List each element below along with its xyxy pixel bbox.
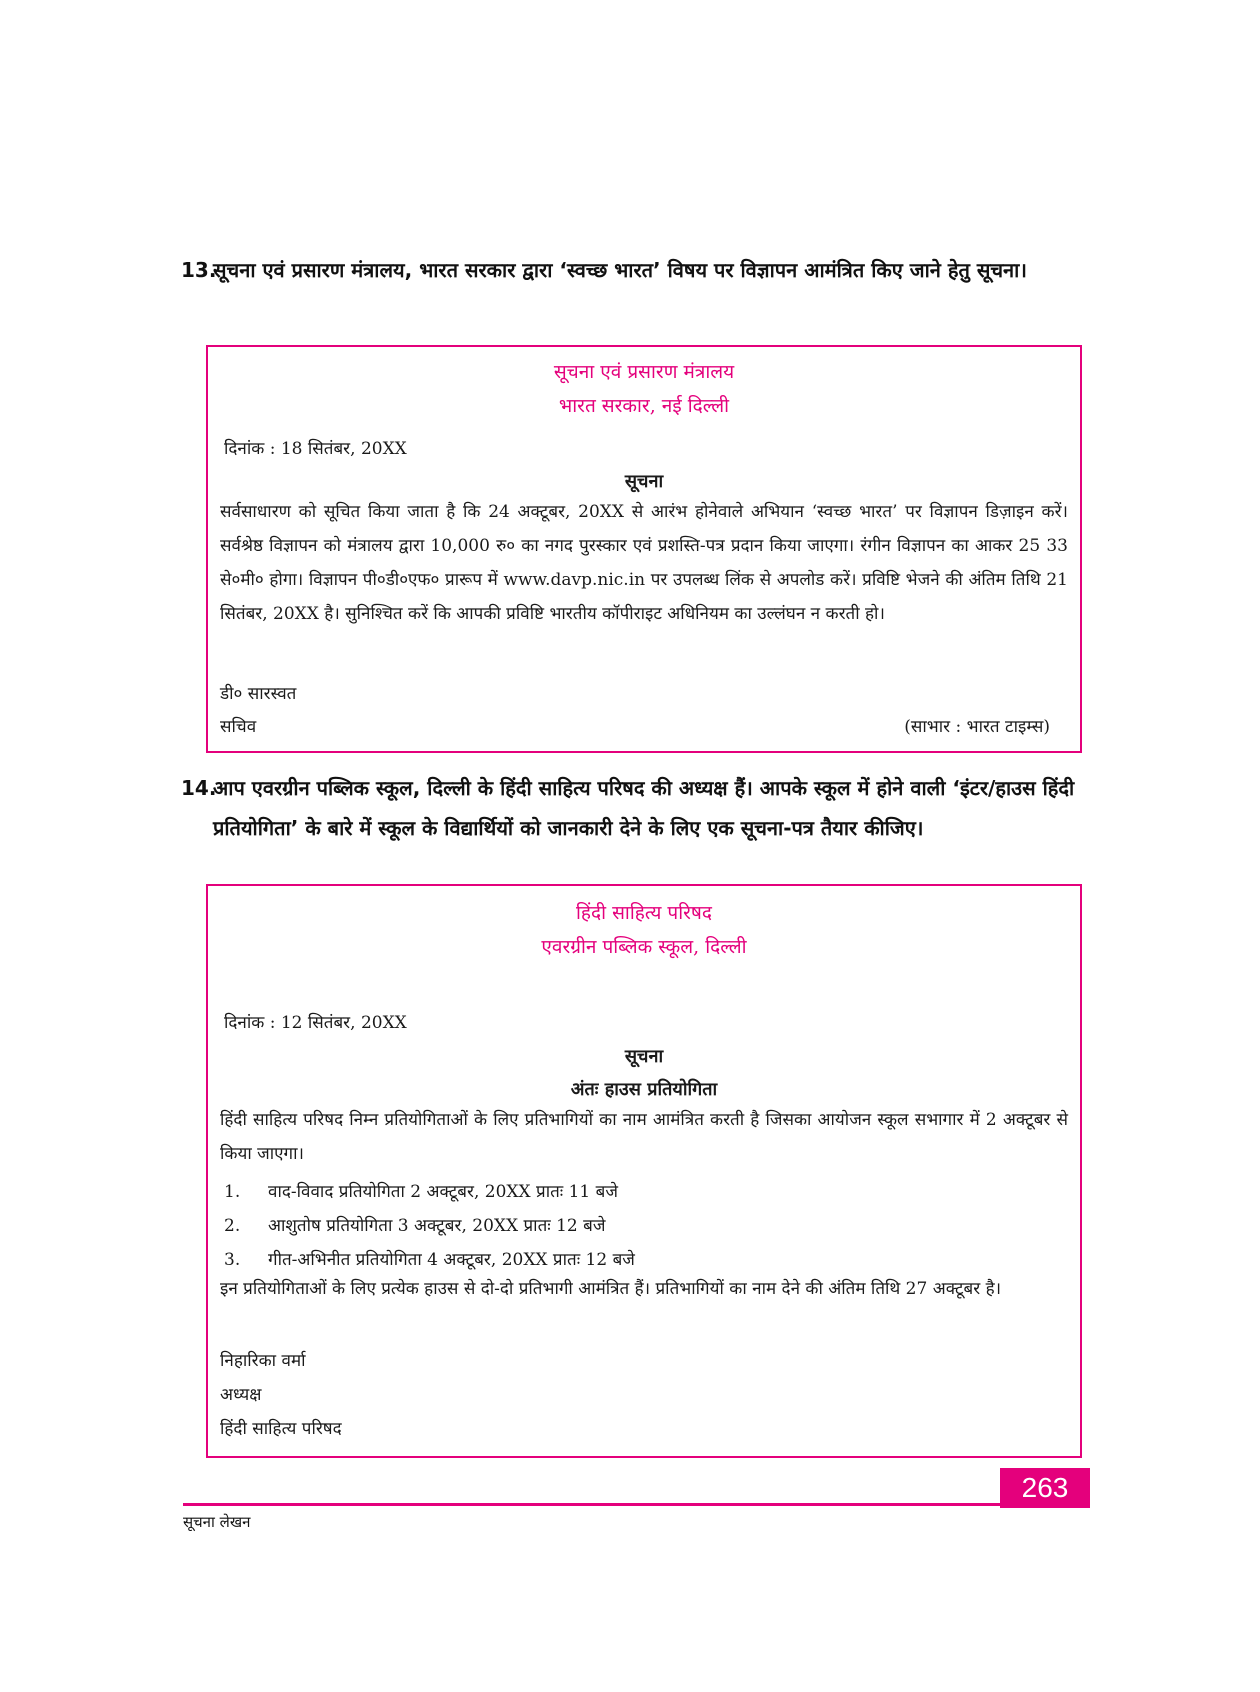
question-13 [183, 250, 1088, 290]
question-number: 14. [181, 776, 217, 800]
list-item-number: 2. [224, 1216, 241, 1236]
list-item-number: 3. [224, 1250, 241, 1270]
notice-designation: सचिव [220, 717, 257, 737]
notice-date: दिनांक : 18 सितंबर, 20XX [224, 439, 407, 459]
notice-org-sign: हिंदी साहित्य परिषद [220, 1419, 342, 1439]
question-text: आप एवरग्रीन पब्लिक स्कूल, दिल्ली के हिंदी साहित्य परिषद की अध्यक्ष हैं। आपके स्कूल में होने वाली ‘इंटर/हाउस हिंदी प्रतियोगिता’ के बारे में स्कूल के विद्यार्थियों को जानकारी देने के लिए एक सूचना-पत्र तैयार कीजिए। [213, 776, 1075, 840]
list-item [224, 1213, 1068, 1236]
notice-body: सर्वसाधारण को सूचित किया जाता है कि 24 अक्टूबर, 20XX से आरंभ होनेवाले अभियान ‘स्वच्छ भारत’ पर विज्ञापन डिज़ाइन करें। सर्वश्रेष्ठ विज्ञापन को मंत्रालय द्वारा 10,000 रु० का नगद पुरस्कार एवं प्रशस्ति-पत्र प्रदान किया जाएगा। रंगीन विज्ञापन का आकर 25 33 से०मी० होगा। विज्ञापन पी०डी०एफ० प्रारूप में www.davp.nic.in पर उपलब्ध लिंक से अपलोड करें। प्रविष्टि भेजने की अंतिम तिथि 21 सितंबर, 20XX है। सुनिश्चित करें कि आपकी प्रविष्टि भारतीय कॉपीराइट अधिनियम का उल्लंघन न करती हो। [220, 502, 1068, 624]
notice-signer: डी० सारस्वत [220, 684, 297, 704]
notice-intro: हिंदी साहित्य परिषद निम्न प्रतियोगिताओं के लिए प्रतिभागियों का नाम आमंत्रित करती है जिसका आयोजन स्कूल सभागार में 2 अक्टूबर से किया जाएगा। [220, 1110, 1068, 1164]
list-item-text: आशुतोष प्रतियोगिता 3 अक्टूबर, 20XX प्रातः 12 बजे [268, 1216, 606, 1236]
page-number: 263 [1000, 1468, 1090, 1508]
notice-box-2 [206, 884, 1082, 1458]
list-item-text: वाद-विवाद प्रतियोगिता 2 अक्टूबर, 20XX प्रातः 11 बजे [268, 1182, 618, 1202]
notice-designation: अध्यक्ष [220, 1385, 262, 1405]
notice-org: सूचना एवं प्रसारण मंत्रालय [553, 361, 735, 383]
notice-credit: (साभार : भारत टाइम्स) [904, 717, 1050, 737]
list-item-number: 1. [224, 1182, 241, 1202]
notice-closing: इन प्रतियोगिताओं के लिए प्रत्येक हाउस से दो-दो प्रतिभागी आमंत्रित हैं। प्रतिभागियों का नाम देने की अंतिम तिथि 27 अक्टूबर है। [220, 1279, 1002, 1299]
question-text: सूचना एवं प्रसारण मंत्रालय, भारत सरकार द्वारा ‘स्वच्छ भारत’ विषय पर विज्ञापन आमंत्रित किए जाने हेतु सूचना। [213, 258, 1027, 282]
notice-org: हिंदी साहित्य परिषद [576, 902, 712, 924]
notice-subheading: अंतः हाउस प्रतियोगिता [570, 1079, 718, 1100]
list-item [224, 1247, 1068, 1270]
list-item [224, 1179, 1068, 1202]
notice-signer: निहारिका वर्मा [220, 1351, 306, 1371]
notice-sub-org: भारत सरकार, नई दिल्ली [558, 395, 730, 417]
notice-box-1 [206, 345, 1082, 753]
notice-heading: सूचना [624, 471, 664, 492]
question-14 [183, 768, 1088, 848]
chapter-title: सूचना लेखन [183, 1513, 251, 1531]
footer-rule [183, 1503, 1090, 1506]
notice-heading: सूचना [624, 1046, 664, 1067]
notice-date: दिनांक : 12 सितंबर, 20XX [224, 1013, 407, 1033]
notice-sub-org: एवरग्रीन पब्लिक स्कूल, दिल्ली [541, 936, 747, 958]
list-item-text: गीत-अभिनीत प्रतियोगिता 4 अक्टूबर, 20XX प्रातः 12 बजे [268, 1250, 635, 1270]
question-number: 13. [181, 258, 217, 282]
